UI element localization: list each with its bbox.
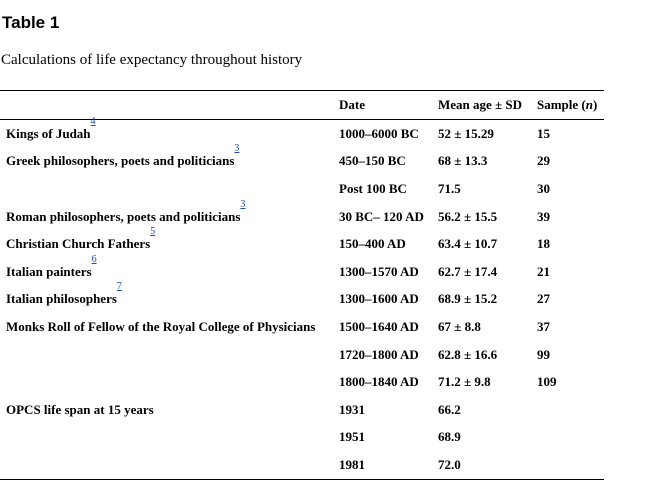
cell-sample [531,424,604,452]
reference-link[interactable]: 5 [150,226,156,238]
table-title: Table 1 [2,13,60,32]
cell-mean: 68.9 ± 15.2 [438,291,498,307]
cell-date: 1931 [339,401,365,417]
table-row [0,451,604,479]
cell-sample: 99 [537,346,550,362]
table-row [0,175,604,203]
cell-sample: 21 [537,263,550,279]
table-row [0,313,604,341]
cell-study: OPCS life span at 15 years [6,401,154,417]
cell-date: 1000–6000 BC [339,125,419,141]
cell-date: 1951 [339,429,365,445]
cell-sample: 27 [537,291,550,307]
cell-mean: 68.9 [438,429,461,445]
cell-sample: 15 [537,125,550,141]
cell-date: 150–400 AD [339,236,406,252]
cell-mean: 67 ± 8.8 [438,318,481,334]
table-row [0,230,604,258]
cell-sample: 37 [537,318,550,334]
cell-date: 1300–1570 AD [339,263,419,279]
table-row [0,341,604,369]
cell-date: 1981 [333,451,432,479]
table-body [0,115,604,480]
table-row [0,258,604,286]
table-row [0,203,604,231]
table-row [0,148,604,176]
cell-date: 1300–1600 AD [339,291,419,307]
cell-study: Italian philosophers$^7$ [6,281,122,307]
cell-study [0,368,333,396]
cell-date: 1800–1840 AD [339,374,419,390]
cell-sample [531,451,604,479]
cell-sample [531,396,604,424]
table-caption: Calculations of life expectancy throughout history [1,52,303,68]
reference-link[interactable]: 6 [91,253,97,265]
table-row [0,396,604,424]
cell-mean: 71.5 [438,180,461,196]
cell-date: Post 100 BC [339,180,407,196]
table-row [0,120,604,148]
reference-link[interactable]: 3 [240,198,246,210]
table-row [0,368,604,396]
header-mean: Mean age ± SD [432,91,531,120]
cell-study: Christian Church Fathers$^5$ [6,226,156,252]
cell-date: 1720–1800 AD [339,346,419,362]
table-row [0,286,604,314]
cell-date: 30 BC– 120 AD [339,208,424,224]
cell-mean: 71.2 ± 9.8 [438,374,491,390]
cell-mean: 52 ± 15.29 [438,125,494,141]
cell-date: 450–150 BC [339,153,406,169]
cell-study [0,424,333,452]
cell-study [0,451,333,479]
cell-sample: 39 [537,208,550,224]
header-date: Date [333,91,432,120]
cell-sample: 30 [537,180,550,196]
cell-study [0,341,333,369]
cell-date: 1500–1640 AD [339,318,419,334]
header-sample: Sample (n) [531,91,604,120]
reference-link[interactable]: 3 [234,143,240,155]
cell-study: Italian painters$^6$ [6,253,97,279]
life-expectancy-table [0,90,604,480]
cell-sample: 18 [537,236,550,252]
cell-mean: 62.8 ± 16.6 [438,346,498,362]
reference-link[interactable]: 4 [90,115,96,127]
cell-study [0,175,333,203]
cell-mean: 68 ± 13.3 [438,153,488,169]
cell-mean: 56.2 ± 15.5 [438,208,498,224]
reference-link[interactable]: 7 [116,281,122,293]
table-row [0,424,604,452]
header-study [0,91,333,120]
cell-mean: 66.2 [438,401,461,417]
cell-mean: 63.4 ± 10.7 [438,236,498,252]
cell-mean: 72.0 [432,451,531,479]
cell-study: Kings of Judah$^4$ [6,115,96,141]
cell-sample: 109 [537,374,557,390]
cell-study: Monks Roll of Fellow of the Royal College of Physicians [6,318,316,334]
cell-sample: 29 [537,153,550,169]
cell-mean: 62.7 ± 17.4 [438,263,498,279]
cell-study: Greek philosophers, poets and politicians$^3$ [6,143,240,169]
cell-study: Roman philosophers, poets and politicians$^3$ [6,198,246,224]
